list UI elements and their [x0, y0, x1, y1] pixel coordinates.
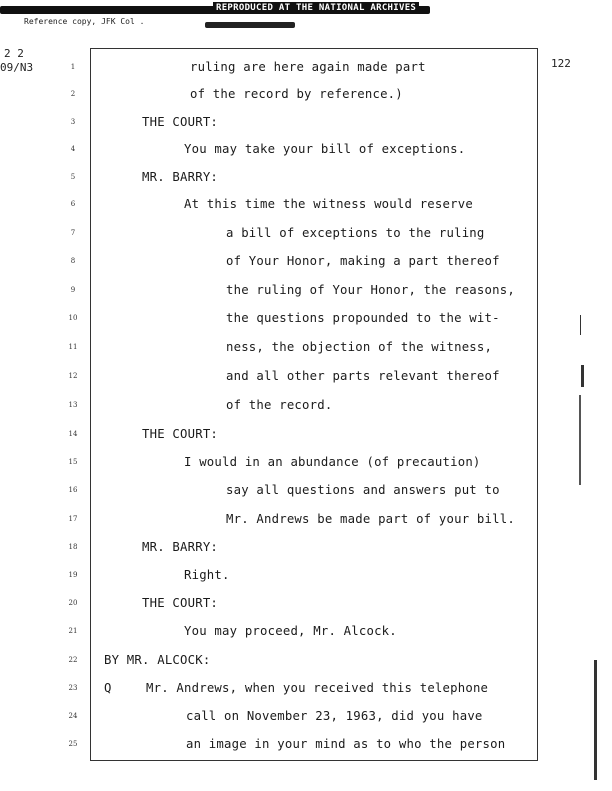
line-number: 22 [68, 656, 78, 664]
transcript-line: THE COURT: [142, 115, 219, 129]
line-number: 12 [68, 372, 78, 380]
transcript-line: MR. BARRY: [142, 540, 219, 554]
line-number: 1 [70, 63, 76, 71]
line-number: 13 [68, 401, 78, 409]
page-number: 122 [551, 57, 571, 70]
line-number: 19 [68, 571, 78, 579]
transcript-line: of the record by reference.) [190, 87, 403, 101]
line-number: 18 [68, 543, 78, 551]
line-number: 21 [68, 627, 78, 635]
transcript-line: and all other parts relevant thereof [226, 369, 500, 383]
transcript-line: the questions propounded to the wit- [226, 311, 500, 325]
transcript-line: You may proceed, Mr. Alcock. [184, 624, 397, 638]
document-id [0, 47, 33, 75]
line-number: 11 [68, 343, 78, 351]
question-marker: Q [104, 681, 112, 695]
transcript-line: Right. [184, 568, 230, 582]
transcript-line: MR. BARRY: [142, 170, 219, 184]
margin-mark [580, 315, 581, 335]
transcript-line: say all questions and answers put to [226, 483, 500, 497]
transcript-line: ruling are here again made part [190, 60, 426, 74]
line-number: 20 [68, 599, 78, 607]
line-number: 17 [68, 515, 78, 523]
line-number: 5 [70, 173, 76, 181]
transcript-line: a bill of exceptions to the ruling [226, 226, 485, 240]
margin-mark [579, 395, 581, 485]
line-number: 4 [70, 145, 76, 153]
transcript-line: BY MR. ALCOCK: [104, 653, 211, 667]
line-number: 10 [68, 314, 78, 322]
transcript-line: Mr. Andrews be made part of your bill. [226, 512, 515, 526]
line-number: 24 [68, 712, 78, 720]
line-number: 2 [70, 90, 76, 98]
transcript-line: At this time the witness would reserve [184, 197, 473, 211]
line-number: 15 [68, 458, 78, 466]
line-number: 23 [68, 684, 78, 692]
transcript-line: of Your Honor, making a part thereof [226, 254, 500, 268]
transcript-line: THE COURT: [142, 427, 219, 441]
transcript-line: the ruling of Your Honor, the reasons, [226, 283, 515, 297]
line-number: 7 [70, 229, 76, 237]
transcript-line: I would in an abundance (of precaution) [184, 455, 481, 469]
line-number: 25 [68, 740, 78, 748]
document-id-line2: 09/N3 [0, 61, 34, 74]
line-number: 14 [68, 430, 78, 438]
top-redaction-tail [205, 22, 295, 28]
line-number: 16 [68, 486, 78, 494]
transcript-line: an image in your mind as to who the person [186, 737, 506, 751]
line-number: 8 [70, 257, 76, 265]
archive-header: REPRODUCED AT THE NATIONAL ARCHIVES [213, 2, 419, 14]
transcript-line: of the record. [226, 398, 333, 412]
transcript-line: THE COURT: [142, 596, 219, 610]
line-number: 3 [70, 118, 76, 126]
transcript-line: You may take your bill of exceptions. [184, 142, 466, 156]
line-number: 6 [70, 200, 76, 208]
transcript-line: Mr. Andrews, when you received this telephone [146, 681, 489, 695]
transcript-line: call on November 23, 1963, did you have [186, 709, 483, 723]
reference-label: Reference copy, JFK Col . [24, 17, 145, 26]
margin-mark [581, 365, 584, 387]
line-number: 9 [70, 286, 76, 294]
margin-mark [594, 660, 597, 780]
transcript-line: ness, the objection of the witness, [226, 340, 493, 354]
document-id-line1: 2 2 [4, 47, 24, 60]
